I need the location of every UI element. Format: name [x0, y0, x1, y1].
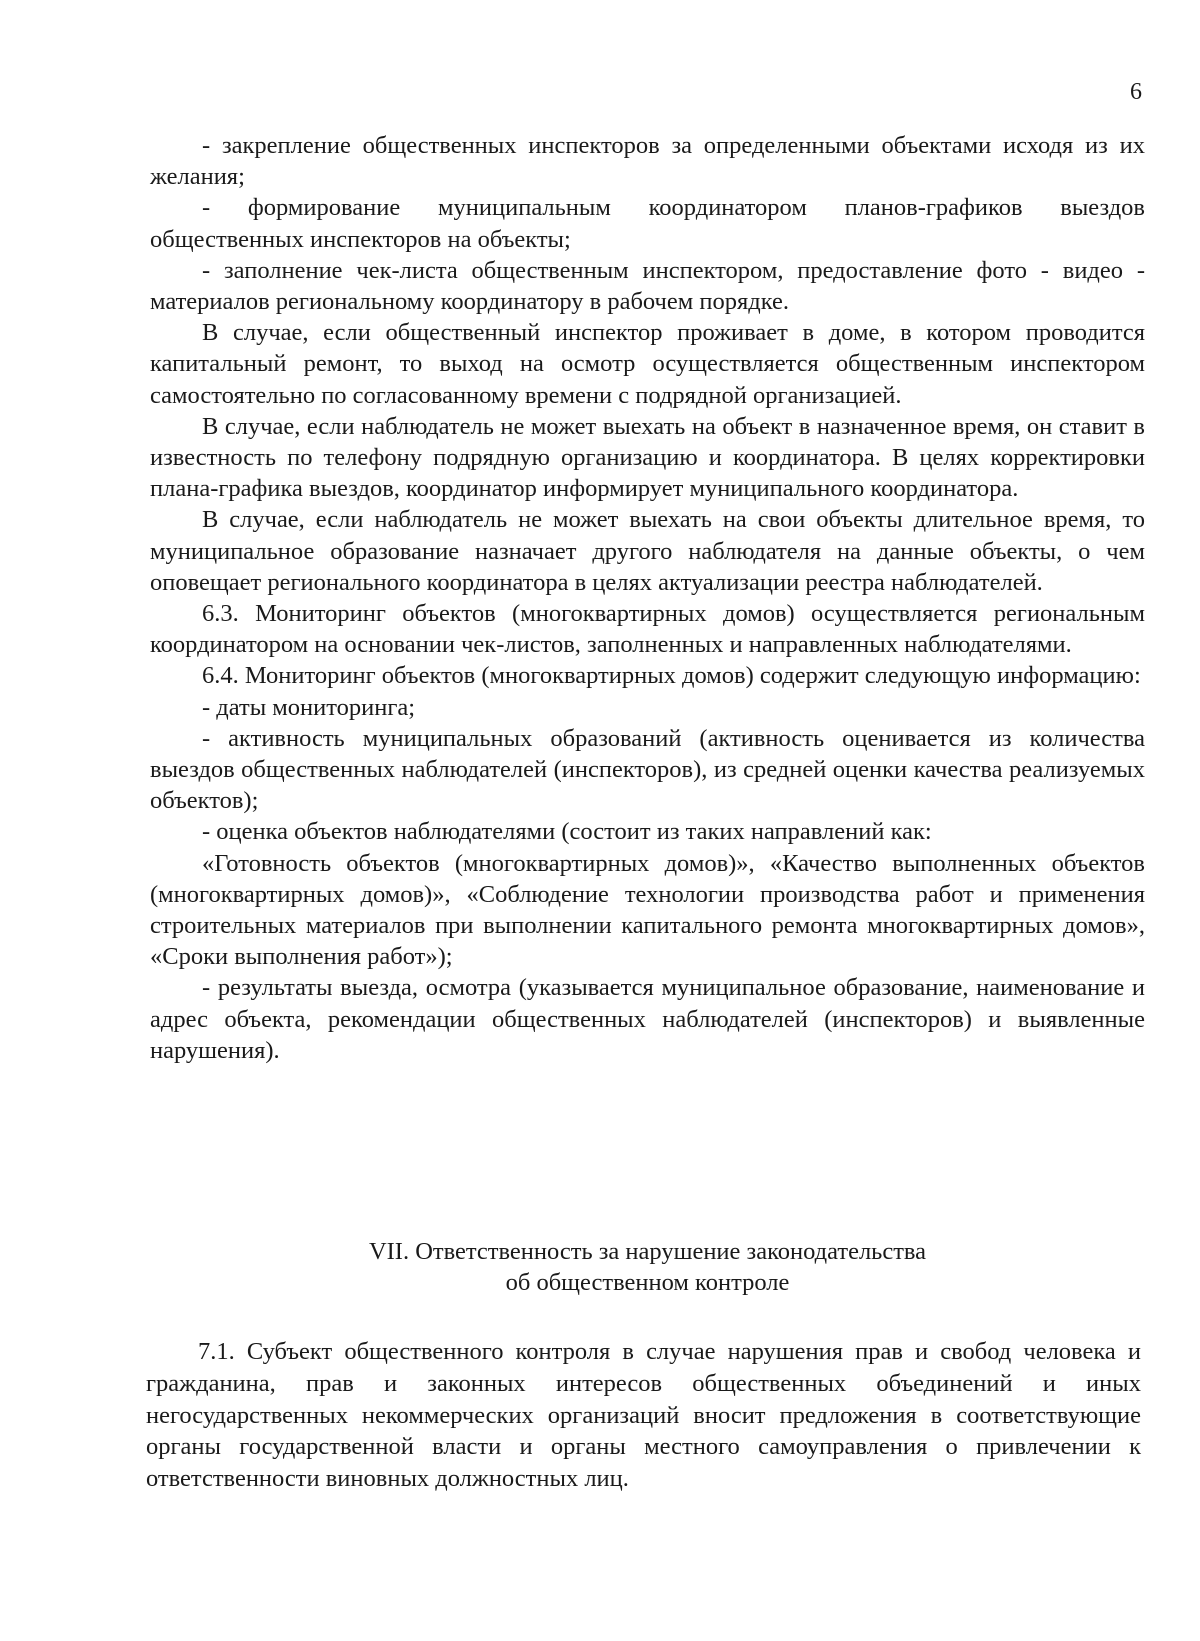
paragraph-6-3: 6.3. Мониторинг объектов (многоквартирных домов) осуществляется региональным координатором на основании чек-листов, заполненных и направленных наблюдателями. — [150, 600, 1145, 659]
list-item-assessment: - оценка объектов наблюдателями (состоит из таких направлений как: — [202, 818, 932, 846]
section-heading-line-2: об общественном контроле — [505, 1269, 790, 1297]
body-text — [150, 130, 1145, 1066]
paragraph-1: - закрепление общественных инспекторов за определенными объектами исходя из их желания; — [150, 132, 1145, 191]
paragraph-4: В случае, если общественный инспектор проживает в доме, в котором проводится капитальный ремонт, то выход на осмотр осуществляется общественным инспектором самостоятельно по согласованному времени с подрядной организацией. — [150, 319, 1145, 409]
section-heading-line-1: VII. Ответственность за нарушение законодательства — [368, 1238, 927, 1265]
list-item-dates: - даты мониторинга; — [202, 693, 416, 721]
paragraph-5: В случае, если наблюдатель не может выехать на объект в назначенное время, он ставит в известность по телефону подрядную организацию и координатора. В целях корректировки плана-графика выездов, координатор информирует муниципального координатора. — [150, 412, 1145, 503]
paragraph-3: - заполнение чек-листа общественным инспектором, предоставление фото - видео - материалов региональному координатору в рабочем порядке. — [150, 256, 1145, 316]
assessment-directions: «Готовность объектов (многоквартирных домов)», «Качество выполненных объектов (многоквартирных домов)», «Соблюдение технологии производства работ и применения строительных материалов при выполнении капитального ремонта многоквартирных домов», «Сроки выполнения работ»); — [150, 849, 1145, 971]
section-heading — [150, 1236, 1145, 1298]
list-item-results: - результаты выезда, осмотра (указывается муниципальное образование, наименование и адрес объекта, рекомендации общественных наблюдателей (инспекторов) и выявленные нарушения). — [150, 974, 1145, 1064]
paragraph-6-4: 6.4. Мониторинг объектов (многоквартирных домов) содержит следующую информацию: — [202, 662, 1141, 690]
page-number: 6 — [1130, 79, 1142, 105]
paragraph-7-1: 7.1. Субъект общественного контроля в случае нарушения прав и свобод человека и гражданина, прав и законных интересов общественных объединений и иных негосударственных некоммерческих организаций вносит предложения в соответствующие органы государственной власти и органы местного самоуправления о привлечении к ответственности виновных должностных лиц. — [146, 1338, 1141, 1493]
paragraph-6: В случае, если наблюдатель не может выехать на свои объекты длительное время, то муниципальное образование назначает другого наблюдателя на данные объекты, о чем оповещает регионального координатора в целях актуализации реестра наблюдателей. — [150, 506, 1145, 596]
list-item-activity: - активность муниципальных образований (активность оценивается из количества выездов общественных наблюдателей (инспекторов), из средней оценки качества реализуемых объектов); — [150, 724, 1145, 815]
section-7-text — [146, 1336, 1141, 1495]
paragraph-2: - формирование муниципальным координатором планов-графиков выездов общественных инспекторов на объекты; — [150, 194, 1145, 253]
